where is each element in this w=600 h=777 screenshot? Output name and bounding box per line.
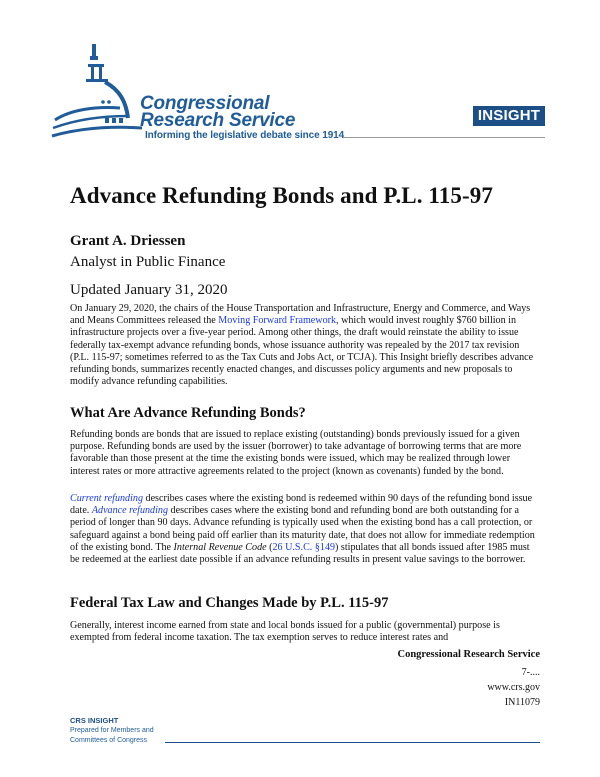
insight-badge: INSIGHT bbox=[473, 106, 545, 126]
footer-line-2: Committees of Congress bbox=[70, 737, 148, 744]
intro-text-2: , which would invest roughly $760 billion in infrastructure projects over a five-year period. Among other things, the draft would reinstate the ability to issue federally tax-exempt advance refunding bonds, whose issuance authority was repealed by the 2017 tax revision (P.L. 115-97; sometimes referred to as the Tax Cuts and Jobs Act, or TCJA). This Insight briefly describes advance refunding bonds, summarizes recently enacted changes, and discusses policy arguments and new proposals to modify advance refunding capabilities. bbox=[70, 315, 534, 388]
para2-text-b: describes cases where the existing bond and refunding bond are both outstanding for a period of longer than 90 days. Advance refunding is typically used when the existing bond has a call protection, or safeguard against a bond being paid off earlier than its maturity date, that does not allow for immediate redemption of the existing bond. The bbox=[70, 505, 535, 553]
para2-text-c: ( bbox=[266, 541, 273, 553]
usc-149-link[interactable]: 26 U.S.C. §149 bbox=[272, 541, 336, 553]
footer-line-1: Prepared for Members and bbox=[70, 727, 154, 734]
moving-forward-framework-link[interactable]: Moving Forward Framework bbox=[218, 315, 337, 327]
section1-paragraph-2 bbox=[70, 493, 540, 566]
page-title: Advance Refunding Bonds and P.L. 115-97 bbox=[70, 183, 493, 208]
meta-org: Congressional Research Service bbox=[397, 649, 540, 660]
section2-paragraph-1 bbox=[70, 620, 540, 644]
tagline: Informing the legislative debate since 1914 bbox=[145, 130, 345, 141]
crs-logo-text bbox=[140, 95, 295, 129]
meta-code: 7-.... bbox=[521, 667, 540, 678]
author-role: Analyst in Public Finance bbox=[70, 254, 226, 270]
footer-rule bbox=[165, 742, 540, 743]
section2-para1-text: Generally, interest income earned from state and local bonds issued for a public (governmental) purpose is exempted from federal income taxation. The tax exemption serves to reduce interest rates and bbox=[70, 620, 500, 644]
section1-para1-text: Refunding bonds are bonds that are issued to replace existing (outstanding) bonds previously issued for a given purpose. Refunding bonds are used by the issuer (borrower) to take advantage of borrowing terms that are more favorable than those present at the time the existing bonds were issued, which may be realized through lower interest rates or more attractive agreements related to the project (known as covenants) funded by the bond. bbox=[70, 429, 522, 477]
section-heading-advance-refunding: What Are Advance Refunding Bonds? bbox=[70, 405, 306, 421]
updated-date: Updated January 31, 2020 bbox=[70, 282, 228, 298]
irc-text: Internal Revenue Code bbox=[173, 541, 267, 553]
logo-line-2: Research Service bbox=[140, 110, 296, 131]
meta-id: IN11079 bbox=[504, 697, 540, 708]
intro-paragraph bbox=[70, 303, 540, 388]
footer-label: CRS INSIGHT bbox=[70, 716, 119, 725]
tagline-rule bbox=[343, 137, 545, 138]
author-name: Grant A. Driessen bbox=[70, 233, 186, 249]
capitol-dome-icon bbox=[50, 40, 145, 140]
logo-line-1: Congressional bbox=[140, 93, 270, 114]
para2-text-a: describes cases where the existing bond is redeemed within 90 days of the refunding bond issue date. bbox=[70, 493, 533, 517]
section1-paragraph-1 bbox=[70, 429, 540, 478]
advance-refunding-link[interactable]: Advance refunding bbox=[91, 505, 169, 517]
footer bbox=[70, 716, 154, 746]
section-heading-federal-tax-law: Federal Tax Law and Changes Made by P.L. 115-97 bbox=[70, 595, 389, 611]
intro-text-1: On January 29, 2020, the chairs of the House Transportation and Infrastructure, Energy and Commerce, and Ways and Means Committees released the bbox=[70, 303, 531, 327]
para2-text-d: ) stipulates that all bonds issued after 1985 must be redeemed at the earliest date possible if an advance refunding results in present value savings to the borrower. bbox=[70, 541, 530, 566]
current-refunding-link[interactable]: Current refunding bbox=[70, 493, 143, 504]
meta-url: www.crs.gov bbox=[487, 682, 540, 693]
